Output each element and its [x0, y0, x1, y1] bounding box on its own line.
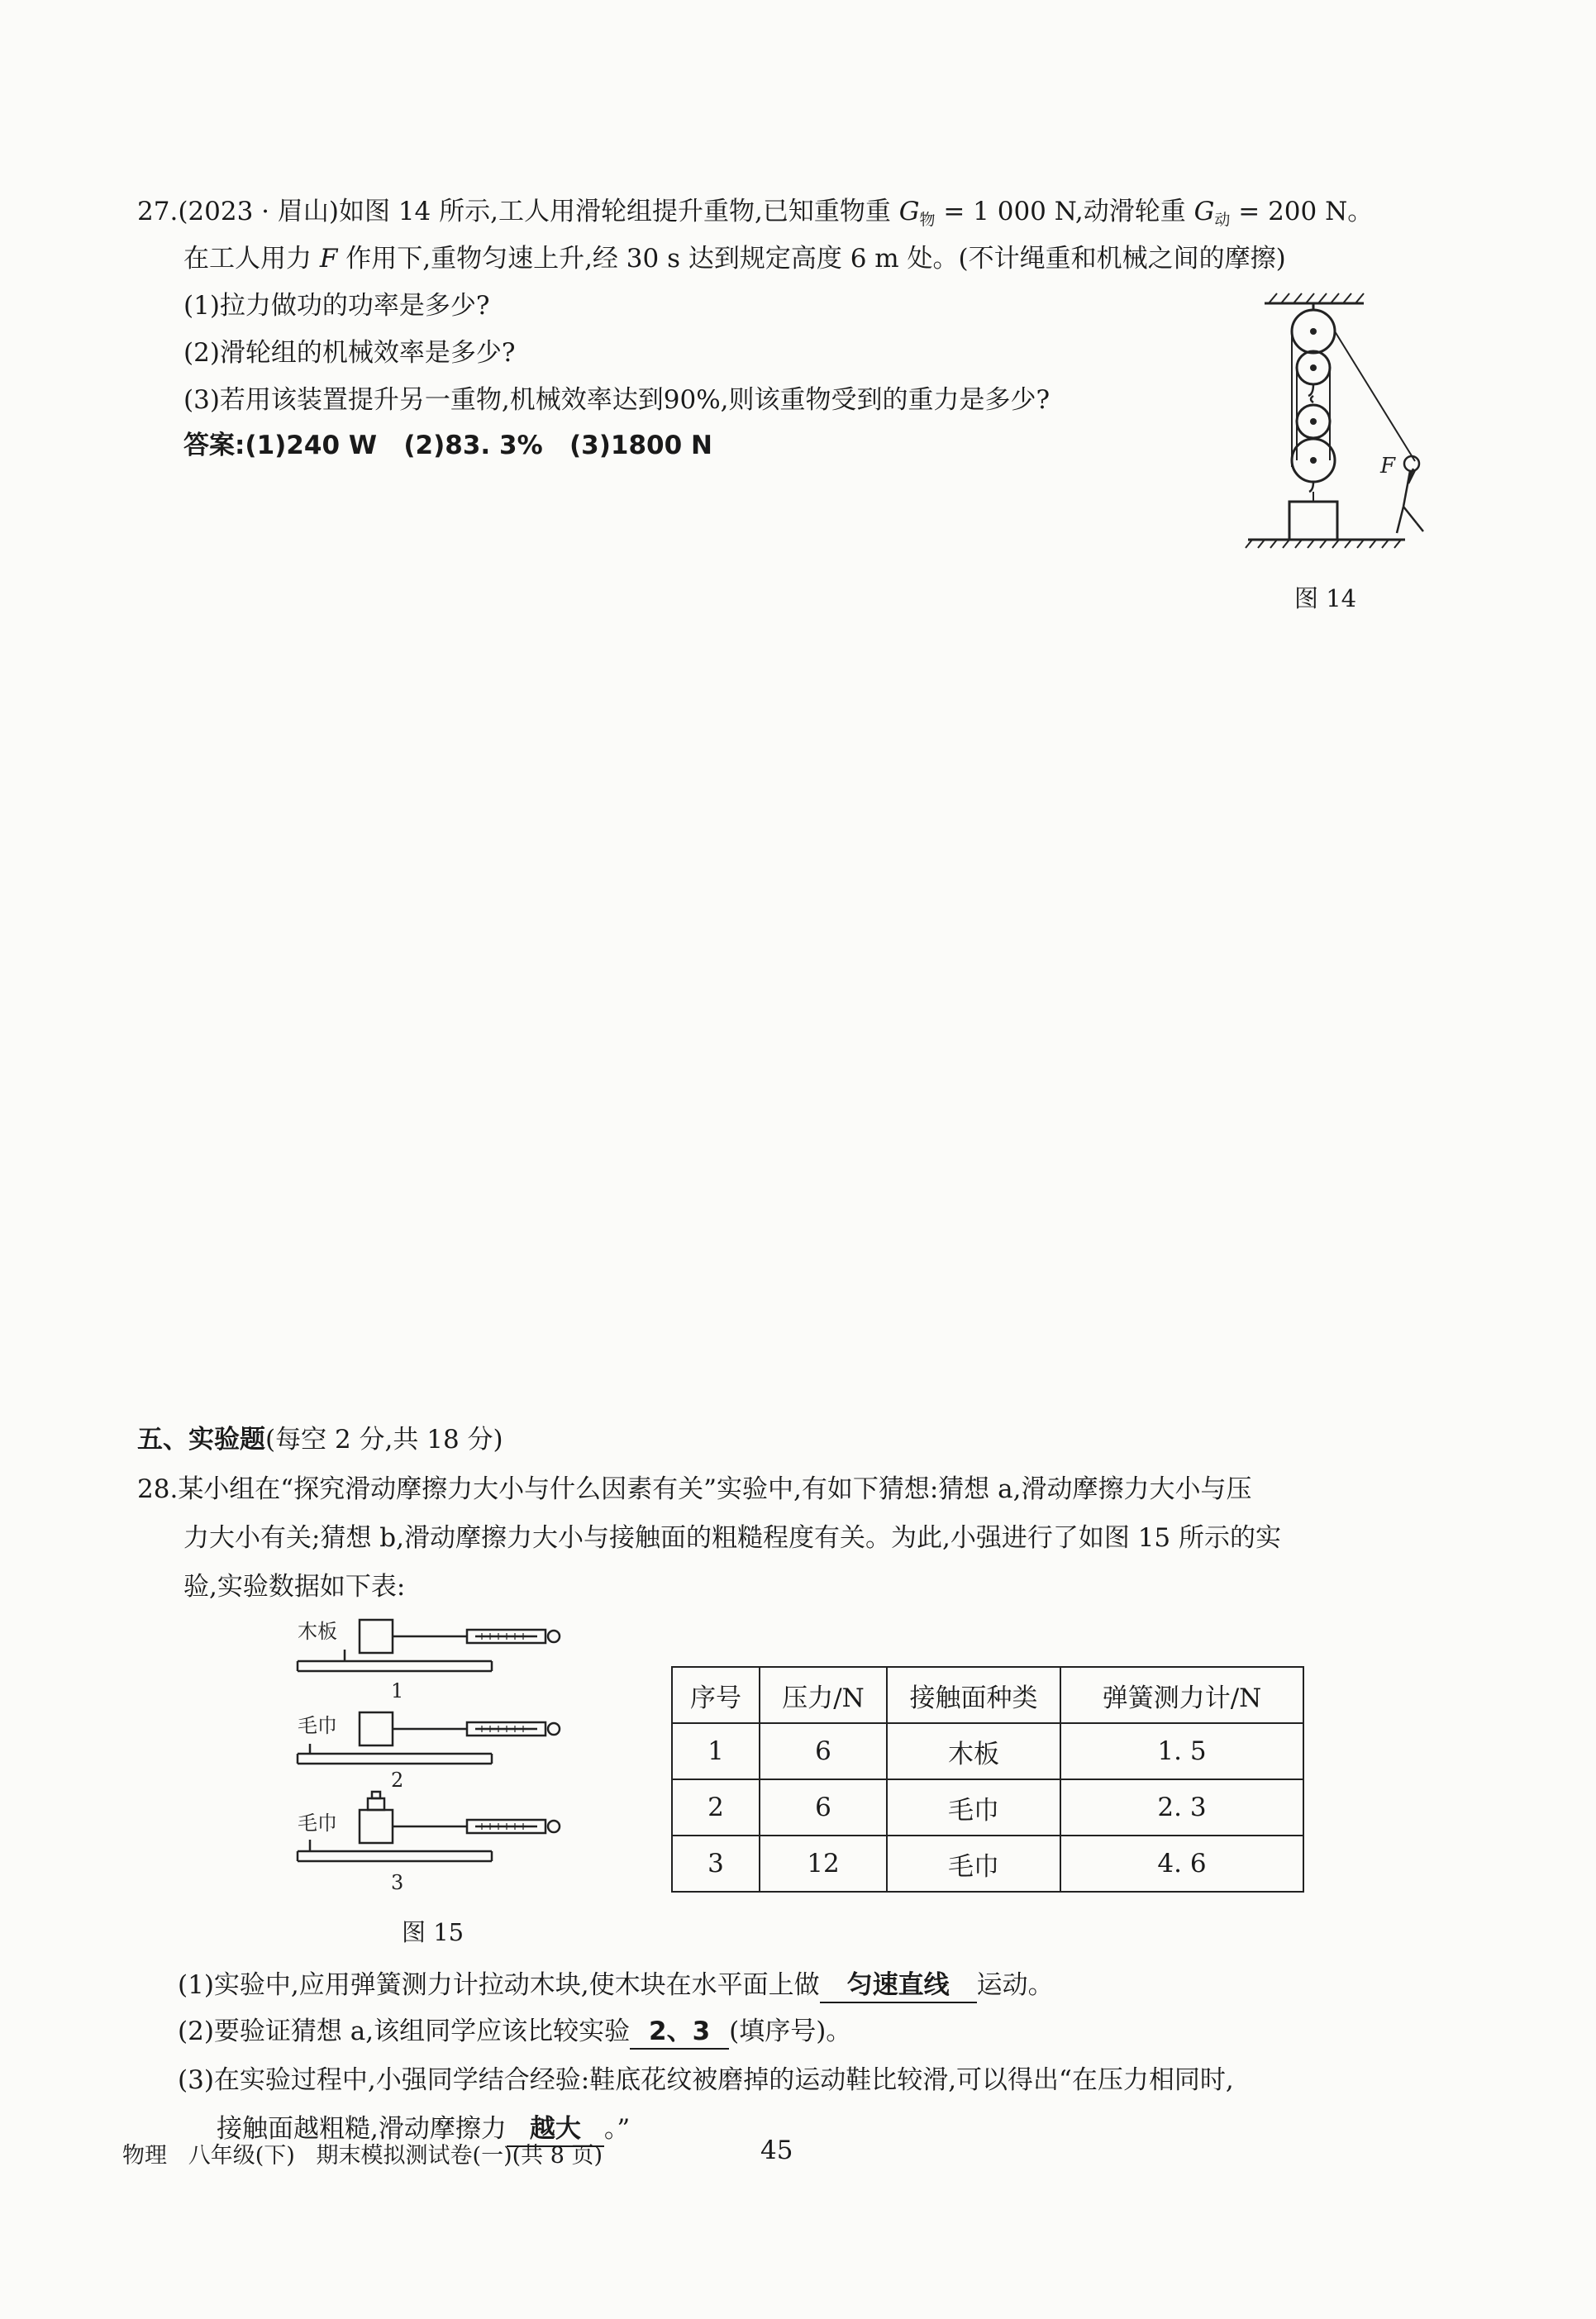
- q27-number: 27.: [137, 197, 179, 226]
- table-header: 接触面种类: [887, 1667, 1060, 1723]
- answer-text: (1)240 W (2)83. 3% (3)1800 N: [245, 431, 712, 460]
- footer-course: 物理 八年级(下) 期末模拟测试卷(一)(共 8 页): [122, 2143, 603, 2169]
- table-cell: 3: [672, 1836, 760, 1892]
- table-cell: 毛巾: [887, 1836, 1060, 1892]
- q28-sub1: (1)实验中,应用弹簧测力计拉动木块,使木块在水平面上做 匀速直线 运动。: [178, 1969, 1054, 2003]
- data-table: [671, 1666, 1304, 1893]
- answer-blank-1: 匀速直线: [820, 1969, 977, 2003]
- table-row: [672, 1836, 1303, 1892]
- q28-number: 28.: [137, 1474, 179, 1504]
- q28-sub3-line1: (3)在实验过程中,小强同学结合经验:鞋底花纹被磨掉的运动鞋比较滑,可以得出“在压力相同时,: [178, 2065, 1234, 2095]
- worker-figure: [1397, 456, 1423, 533]
- q27-line1: 27.(2023 · 眉山)如图 14 所示,工人用滑轮组提升重物,已知重物重 $G_物 = 1$ 000 N,动滑轮重 $G_动 = 200$ N。: [137, 197, 1374, 229]
- q28-sub3-line2: 接触面越粗糙,滑动摩擦力 越大 。”: [217, 2112, 630, 2147]
- setup-number-2: 2: [391, 1769, 404, 1792]
- page-number: 45: [760, 2136, 793, 2165]
- table-cell: 12: [760, 1836, 887, 1892]
- q27-sub2: (2)滑轮组的机械效率是多少?: [183, 338, 516, 368]
- table-cell: 4. 6: [1060, 1836, 1303, 1892]
- surface-label-2: 毛巾: [298, 1714, 337, 1737]
- table-cell: 6: [760, 1723, 887, 1779]
- q27-sub1: (1)拉力做功的功率是多少?: [183, 291, 490, 321]
- q28-line1: 28.某小组在“探究滑动摩擦力大小与什么因素有关”实验中,有如下猜想:猜想 a,滑动摩擦力大小与压: [137, 1474, 1252, 1504]
- table-header: 序号: [672, 1667, 760, 1723]
- setup-number-3: 3: [391, 1871, 404, 1894]
- table-header-row: [672, 1667, 1303, 1723]
- q28-sub2: (2)要验证猜想 a,该组同学应该比较实验 2、3 (填序号)。: [178, 2015, 851, 2050]
- section5-title: 五、实验题: [137, 1425, 265, 1455]
- pulley-figure: [1240, 285, 1463, 566]
- table-cell: 1. 5: [1060, 1723, 1303, 1779]
- table-cell: 2. 3: [1060, 1779, 1303, 1836]
- q27-sub3: (3)若用该装置提升另一重物,机械效率达到90%,则该重物受到的重力是多少?: [183, 385, 1051, 415]
- table-cell: 2: [672, 1779, 760, 1836]
- q28-line3: 验,实验数据如下表:: [183, 1572, 406, 1602]
- figure14-caption: 图 14: [1294, 584, 1357, 612]
- section5-heading: [137, 1423, 503, 1456]
- friction-figure: [293, 1612, 574, 1901]
- q27-line2: 在工人用力 F 作用下,重物匀速上升,经 30 s 达到规定高度 6 m 处。(不计绳重和机械之间的摩擦): [183, 244, 1286, 274]
- force-label: F: [1380, 454, 1396, 479]
- table-cell: 6: [760, 1779, 887, 1836]
- table-cell: 1: [672, 1723, 760, 1779]
- section5-note: (每空 2 分,共 18 分): [265, 1425, 503, 1455]
- surface-label-1: 木板: [298, 1620, 337, 1643]
- q27-source: (2023 · 眉山): [178, 197, 339, 226]
- q27-answer: [183, 429, 712, 462]
- table-header: 压力/N: [760, 1667, 887, 1723]
- q28-line2: 力大小有关;猜想 b,滑动摩擦力大小与接触面的粗糙程度有关。为此,小强进行了如图 15 所示的实: [183, 1523, 1282, 1553]
- table-header: 弹簧测力计/N: [1060, 1667, 1303, 1723]
- surface-label-3: 毛巾: [298, 1812, 337, 1835]
- answer-blank-3: 越大: [507, 2112, 604, 2147]
- table-row: [672, 1779, 1303, 1836]
- answer-label: 答案:: [183, 431, 245, 460]
- table-cell: 木板: [887, 1723, 1060, 1779]
- table-cell: 毛巾: [887, 1779, 1060, 1836]
- answer-blank-2: 2、3: [630, 2015, 729, 2050]
- table-row: [672, 1723, 1303, 1779]
- setup-number-1: 1: [391, 1679, 404, 1702]
- figure15-caption: 图 15: [402, 1918, 465, 1946]
